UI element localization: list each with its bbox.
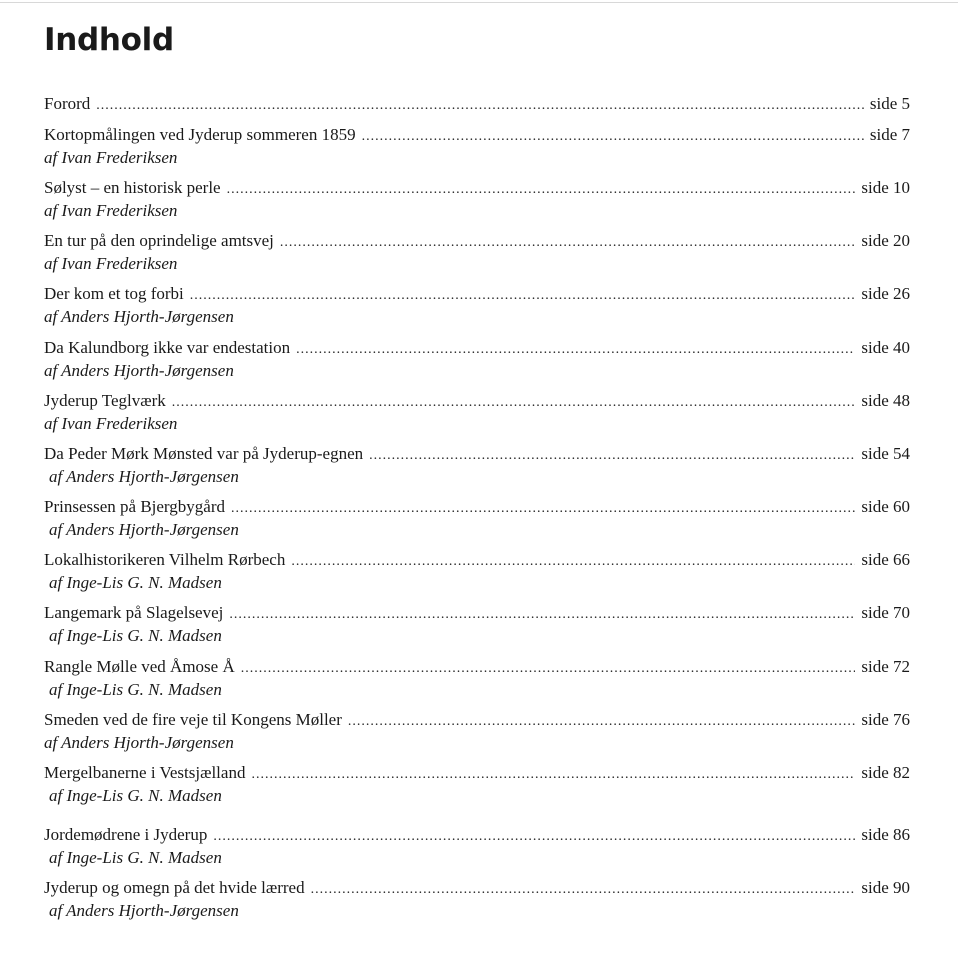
page-title: Indhold <box>44 22 174 58</box>
toc-entry-page: side 72 <box>861 657 910 676</box>
toc-entry-jordemoedrene <box>44 825 910 869</box>
dot-leader <box>311 882 856 898</box>
toc-entry-page: side 86 <box>861 825 910 844</box>
toc-entry-title: Da Peder Mørk Mønsted var på Jyderup-egnen <box>44 444 364 463</box>
toc-entry-moensted <box>44 444 910 488</box>
toc-entry-author: af Inge-Lis G. N. Madsen <box>49 848 222 867</box>
dot-leader <box>227 182 856 198</box>
toc-entry-author: af Inge-Lis G. N. Madsen <box>49 573 222 592</box>
toc-entry-smeden <box>44 710 910 754</box>
toc-entry-title: Jordemødrene i Jyderup <box>44 825 208 844</box>
toc-entry-line <box>44 125 910 147</box>
toc-entry-rangle-moelle <box>44 657 910 701</box>
dot-leader <box>369 448 855 464</box>
toc-entry-author: af Inge-Lis G. N. Madsen <box>49 626 222 645</box>
toc-entry-kortopmaalingen <box>44 125 910 169</box>
toc-entry-title: Prinsessen på Bjergbygård <box>44 497 225 516</box>
toc-entry-teglvaerk <box>44 391 910 435</box>
toc-entry-title: Rangle Mølle ved Åmose Å <box>44 657 235 676</box>
toc-entry-page: side 76 <box>861 710 910 729</box>
toc-entry-line <box>44 444 910 466</box>
toc-entry-tog <box>44 284 910 328</box>
toc-entry-page: side 70 <box>861 603 910 622</box>
toc-entry-title: Da Kalundborg ikke var endestation <box>44 338 291 357</box>
toc-entry-title: En tur på den oprindelige amtsvej <box>44 231 274 250</box>
toc-entry-forord <box>44 94 910 116</box>
toc-entry-title: Lokalhistorikeren Vilhelm Rørbech <box>44 550 286 569</box>
toc-entry-title: Jyderup Teglværk <box>44 391 166 410</box>
toc-entry-line <box>44 603 910 625</box>
toc-entry-line <box>44 657 910 679</box>
toc-entry-line <box>44 284 910 306</box>
toc-entry-author: af Ivan Frederiksen <box>44 414 178 433</box>
toc-entry-author: af Inge-Lis G. N. Madsen <box>49 680 222 699</box>
top-divider <box>0 2 958 3</box>
toc-entry-author: af Anders Hjorth-Jørgensen <box>49 467 239 486</box>
toc-entry-title: Forord <box>44 94 91 113</box>
toc-entry-author: af Anders Hjorth-Jørgensen <box>44 733 234 752</box>
toc-entry-page: side 26 <box>861 284 910 303</box>
dot-leader <box>348 714 855 730</box>
toc-entry-amtsvej <box>44 231 910 275</box>
toc-entry-title: Jyderup og omegn på det hvide lærred <box>44 878 305 897</box>
dot-leader <box>251 767 855 783</box>
toc-entry-line <box>44 391 910 413</box>
toc-entry-page: side 90 <box>861 878 910 897</box>
toc-entry-author: af Ivan Frederiksen <box>44 254 178 273</box>
toc-entry-roerbech <box>44 550 910 594</box>
toc-entry-title: Langemark på Slagelsevej <box>44 603 224 622</box>
dot-leader <box>96 98 864 114</box>
toc-entry-line <box>44 231 910 253</box>
dot-leader <box>362 129 864 145</box>
toc-entry-kalundborg <box>44 338 910 382</box>
dot-leader <box>296 342 855 358</box>
toc-entry-line <box>44 763 910 785</box>
toc-entry-prinsessen <box>44 497 910 541</box>
toc-entry-page: side 60 <box>861 497 910 516</box>
toc-entry-author: af Anders Hjorth-Jørgensen <box>49 520 239 539</box>
toc-entry-page: side 54 <box>861 444 910 463</box>
dot-leader <box>213 829 855 845</box>
toc-entry-author: af Anders Hjorth-Jørgensen <box>49 901 239 920</box>
toc-entry-hvide-laerred <box>44 878 910 922</box>
toc-entry-line <box>44 825 910 847</box>
toc-entry-title: Mergelbanerne i Vestsjælland <box>44 763 246 782</box>
toc-entry-author: af Anders Hjorth-Jørgensen <box>44 307 234 326</box>
dot-leader <box>241 661 856 677</box>
dot-leader <box>231 501 855 517</box>
toc-entry-soelyst <box>44 178 910 222</box>
dot-leader <box>229 607 855 623</box>
toc-entry-page: side 7 <box>869 125 910 144</box>
toc-entry-page: side 82 <box>861 763 910 782</box>
toc-entry-title: Kortopmålingen ved Jyderup sommeren 1859 <box>44 125 356 144</box>
toc-entry-line <box>44 878 910 900</box>
toc-entry-line <box>44 338 910 360</box>
toc-entry-title: Sølyst – en historisk perle <box>44 178 221 197</box>
toc-entry-page: side 66 <box>861 550 910 569</box>
toc-entry-line <box>44 94 910 116</box>
toc-entry-line <box>44 550 910 572</box>
toc-entry-author: af Ivan Frederiksen <box>44 148 178 167</box>
dot-leader <box>280 235 855 251</box>
toc-entry-line <box>44 497 910 519</box>
dot-leader <box>291 554 855 570</box>
toc-entry-title: Smeden ved de fire veje til Kongens Møller <box>44 710 342 729</box>
toc-entry-title: Der kom et tog forbi <box>44 284 184 303</box>
toc-entry-author: af Ivan Frederiksen <box>44 201 178 220</box>
toc-entry-page: side 48 <box>861 391 910 410</box>
toc-entry-line <box>44 178 910 200</box>
toc-entry-page: side 20 <box>861 231 910 250</box>
toc-entry-page: side 40 <box>861 338 910 357</box>
dot-leader <box>190 288 856 304</box>
toc-entry-line <box>44 710 910 732</box>
toc-entry-langemark <box>44 603 910 647</box>
toc-entry-mergelbanerne <box>44 763 910 807</box>
toc-entry-author: af Anders Hjorth-Jørgensen <box>44 361 234 380</box>
toc-entry-author: af Inge-Lis G. N. Madsen <box>49 786 222 805</box>
toc-entry-page: side 5 <box>869 94 910 113</box>
toc-entry-page: side 10 <box>861 178 910 197</box>
dot-leader <box>172 395 856 411</box>
